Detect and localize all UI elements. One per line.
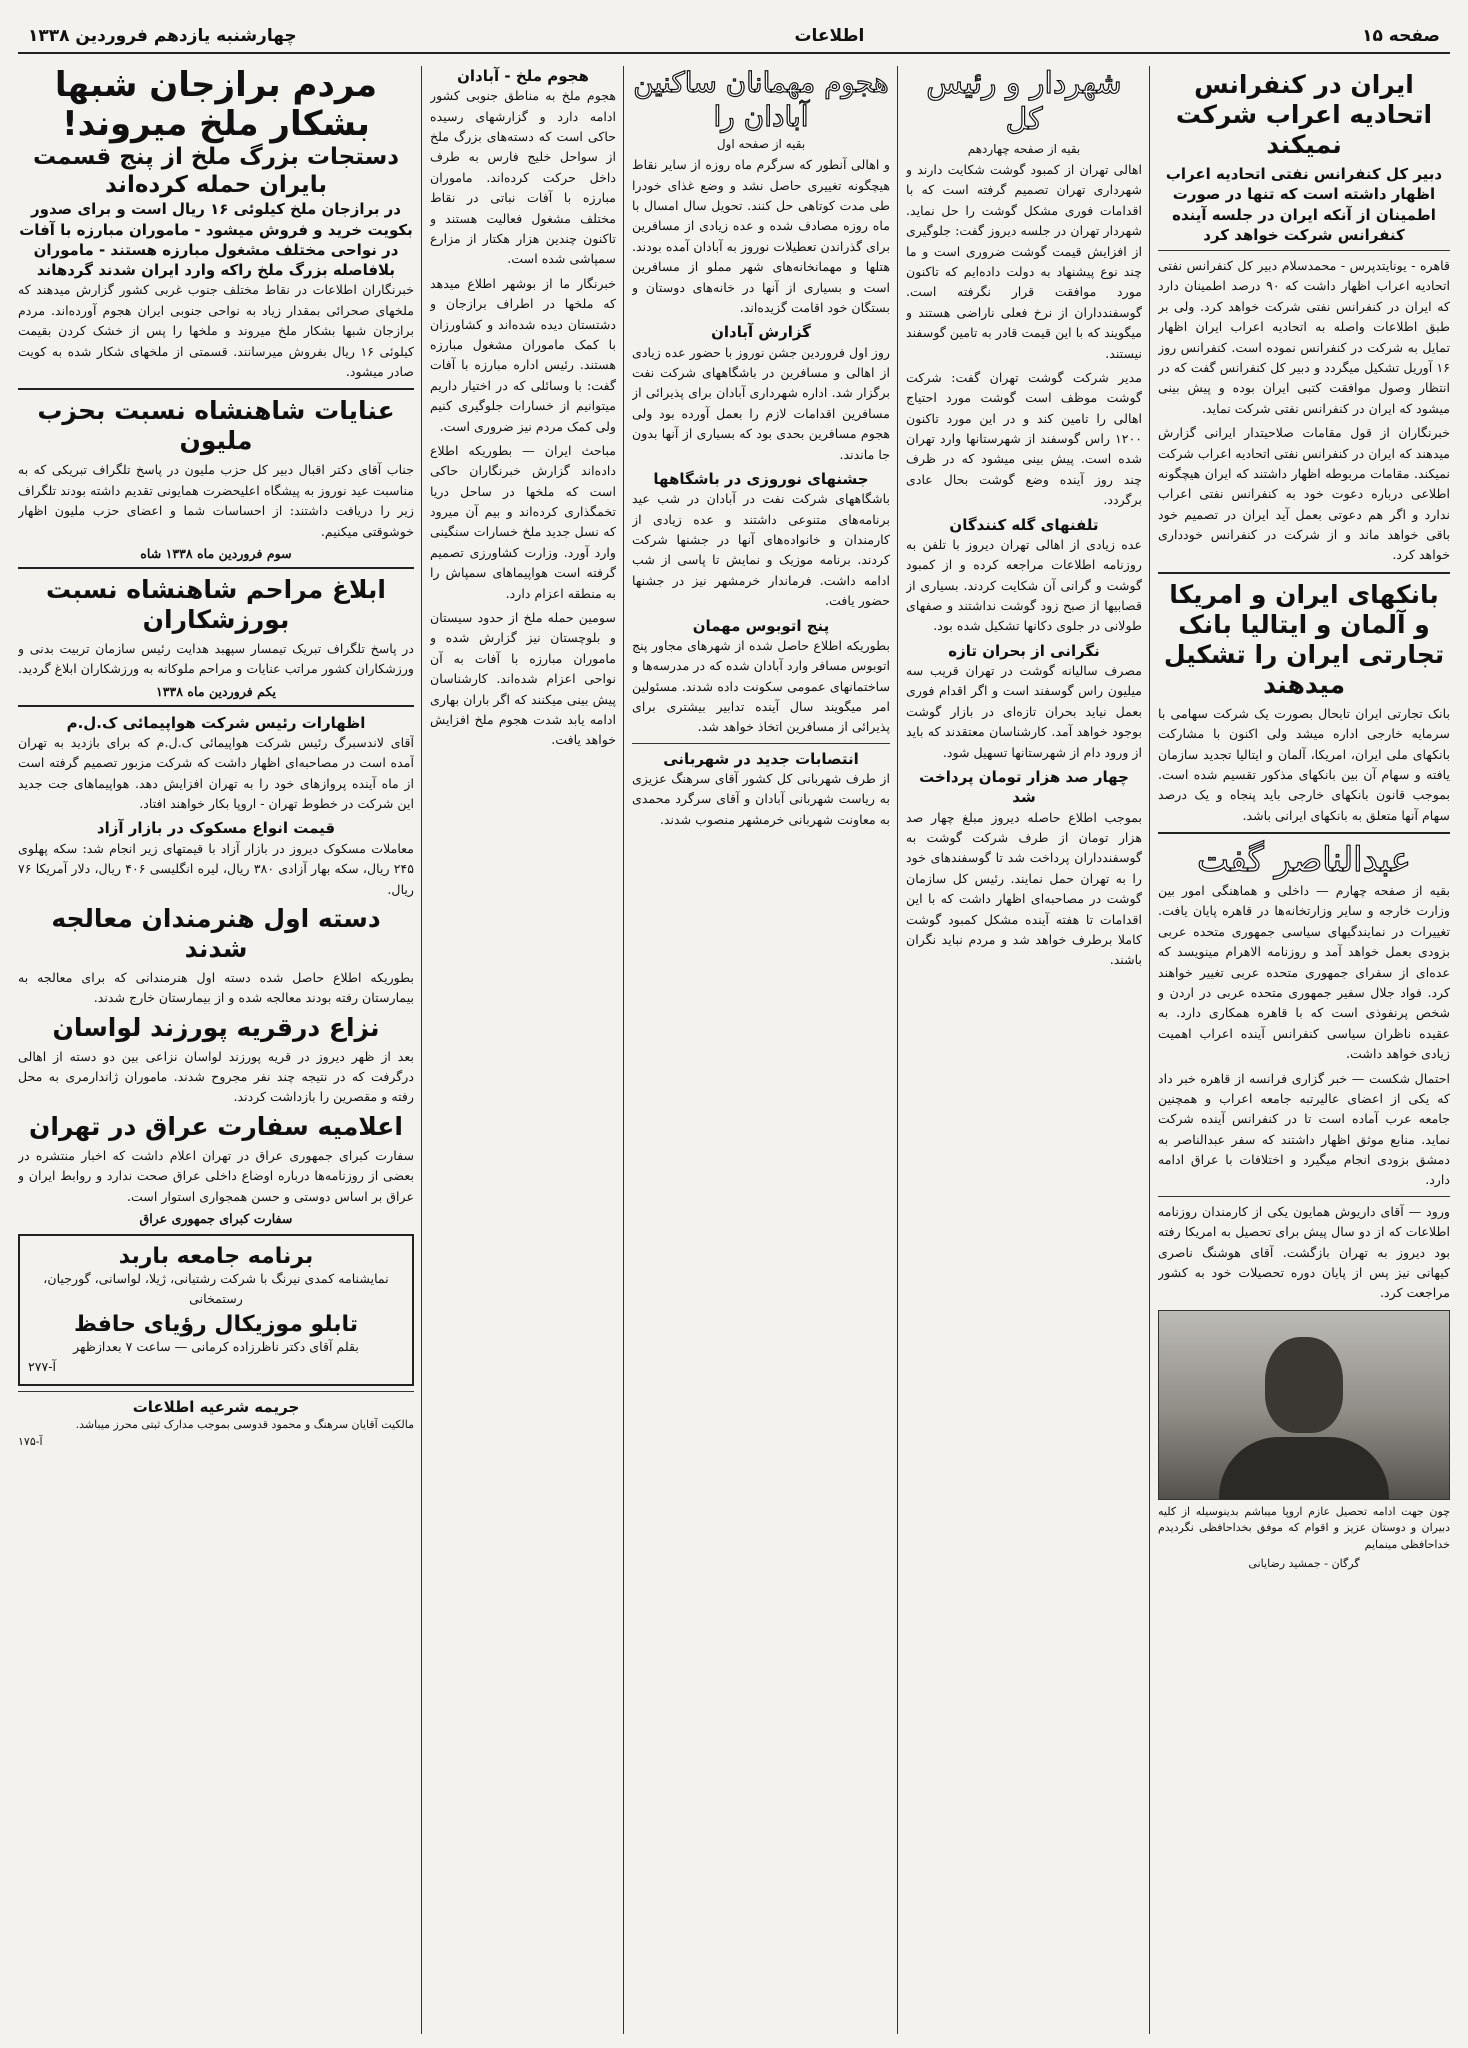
article-body: از طرف شهربانی کل کشور آقای سرهنگ عزیزی به ریاست شهربانی آبادان و آقای سرگرد محمدی به معاونت شهربانی خرمشهر منصوب شدند.	[632, 770, 890, 827]
article-body: بطوریکه اطلاع حاصل شده از شهرهای مجاور پنج اتوبوس مسافر وارد آبادان شده که در مدرسه‌ها و ساختمانهای عمومی سکونت داده شدند. مسئولین امر میگویند سال آینده تدابیر بیشتری برای پذیرائی از مسافرین اتخاذ خواهد شد.	[632, 637, 890, 735]
article-body: بعد از ظهر دیروز در قریه پورزند لواسان نزاعی بین دو دسته از اهالی درگرفت که در نتیجه چند نفر مجروح شدند. ماموران ژاندارمری به محل رفته و مقصرین را بازداشت کردند.	[18, 1048, 414, 1105]
headline-shah-party: عنایات شاهنشاه نسبت بحزب ملیون	[37, 396, 395, 456]
column-5	[18, 66, 414, 2034]
notice-title: جریمه شرعیه اطلاعات	[132, 1398, 300, 1417]
article-body: هجوم ملخ به مناطق جنوبی کشور ادامه دارد و گزارشهای رسیده حاکی است که دسته‌های بزرگ ملخ از سواحل خلیج فارس به طرف داخل حرکت کرده‌اند. ماموران مبارزه با آفات نباتی در نقاط مختلف مشغول فعالیت هستند و تاکنون چندین هزار هکتار از مزارع سمپاشی شده است.	[430, 88, 616, 267]
headline-iraq-embassy: اعلامیه سفارت عراق در تهران	[29, 1111, 403, 1141]
continued-label: بقیه از صفحه اول	[716, 137, 806, 152]
masthead	[18, 14, 1450, 54]
headline-lavasan: نزاع درقریه پورزند لواسان	[52, 1012, 380, 1042]
newspaper-page	[18, 58, 1450, 2034]
signoff: سفارت کبرای جمهوری عراق	[139, 1211, 293, 1227]
section-subhead: گزارش آبادان	[711, 323, 811, 342]
article-body: خبرنگاران از قول مقامات صلاحیتدار ایرانی گزارش میدهند که ایران در کنفرانس نفتی اتحادیه اعراب شرکت نمیکند. مقامات مربوطه اظهار داشتند که ایران هیچگونه اطلاعی درباره دعوت خود به کنفرانس نفتی اعراب ندارد و اگر هم دعوتی بعمل آید ایران در تصمیم خود باقی خواهد ماند و از شرکت در کنفرانس خودداری خواهد کرد.	[1158, 425, 1450, 563]
headline-locusts: مردم برازجان شبها بشکار ملخ میروند!	[54, 66, 378, 145]
article-body: بقیه از صفحه چهارم — داخلی و هماهنگی امور بین وزارت خارجه و سایر وزارتخانه‌ها در قاهره پایان یافت. تغییرات در نمایندگیهای سیاسی جمهوری متحده عربی بزودی بعمل خواهد آمد و روزنامه الاهرام مینویسد که عده‌ای از سفرای جمهوری متحده عربی تغییر خواهند کرد. فواد جلال سفیر جمهوری متحده عربی در اردن و شخص پرنفوذی است که با قاهره همکاری دارد. به عقیده ناظران سیاسی کنفرانس آینده اعراب اهمیت زیادی خواهد داشت.	[1158, 883, 1450, 1062]
portrait-photo	[1158, 1310, 1450, 1500]
notice-text: مالکیت آقایان سرهنگ و محمود قدوسی بموجب مدارک ثبتی محرز میباشد.	[75, 1418, 414, 1432]
section-subhead: چهار صد هزار تومان پرداخت شد	[919, 768, 1129, 807]
article-body: قاهره - یونایتدپرس - محمدسلام دبیر کل کنفرانس نفتی اتحادیه اعراب اظهار داشت که ۹۰ درصد اطمینان دارد که ایران در کنفرانس نفتی شرکت خواهد کرد. ولی بر طبق اطلاعات واصله به اتحادیه اعراب ایران اظهار تمایل به شرکت در کنفرانس نموده است. کنفرانس روز ۱۶ آوریل تشکیل میگردد و دبیر کل کنفرانس گفت که در انتظار وصول موافقت کتبی ایران بوده و پیش بینی میشود که ایران در کنفرانس نفتی شرکت نماید.	[1158, 258, 1450, 416]
article-body: آقای لاندسبرگ رئیس شرکت هواپیمائی ک.ل.م که برای بازدید به تهران آمده است در مصاحبه‌ای اظهار داشت که شرکت مزبور تصمیم گرفته است از ماه آینده پروازهای خود را به تهران افزایش دهد. هواپیماهای جت جدید این شرکت در خطوط تهران - اروپا بکار خواهند افتاد.	[18, 734, 414, 812]
section-subhead: اظهارات رئیس شرکت هواپیمائی ک.ل.م	[66, 713, 366, 732]
subhead-arab-conference: دبیر کل کنفرانس نفتی اتحادیه اعراب اظهار داشته است که تنها در صورت اطمینان از آنکه ایران در جلسه آینده کنفرانس شرکت خواهد کرد	[1165, 165, 1443, 244]
headline-iran-arab-conference: ایران در کنفرانس اتحادیه اعراب شرکت نمیکند	[1175, 70, 1433, 159]
ad-title: تابلو موزیکال رؤیای حافظ	[73, 1312, 359, 1338]
photo-caption: گرگان - جمشید رضایانی	[1248, 1557, 1360, 1571]
article-body: مباحث ایران — بطوریکه اطلاع داده‌اند گزارش خبرنگاران حاکی است که ملخها در ساحل دریا تخمگذاری کرده‌اند و بیم آن میرود که نسل جدید ملخ خسارات سنگینی وارد آورد. وزارت کشاورزی تصمیم گرفته است هواپیماهای سمپاش را به منطقه اعزام دارد.	[430, 442, 616, 601]
signoff: سوم فروردین ماه ۱۳۳۸ شاه	[140, 545, 292, 561]
article-body: ورود — آقای داریوش همایون یکی از کارمندان روزنامه اطلاعات که از دو سال پیش برای تحصیل به امریکا رفته بود دیروز به تهران بازگشت. آقای هوشنگ ناصری کیهانی نیز پس از پایان دوره تحصیلات خود به کشور مراجعت کرد.	[1158, 1203, 1450, 1301]
headline-athletes: ابلاغ مراحم شاهنشاه نسبت بورزشکاران	[46, 574, 386, 634]
column-4	[430, 66, 616, 2034]
article-body: خبرنگار ما از بوشهر اطلاع میدهد که ملخها در اطراف برازجان و دشتستان دیده شده‌اند و کشاورزان با کمک ماموران مشغول مبارزه هستند. رئیس اداره مبارزه با آفات گفت: با وسائلی که در اختیار داریم میتوانیم از خسارات جلوگیری کنیم ولی کمک مردم نیز ضروری است.	[430, 275, 616, 434]
section-subhead: جشنهای نوروزی در باشگاهها	[653, 469, 869, 488]
section-subhead: انتصابات جدید در شهربانی	[663, 749, 859, 768]
kicker-locusts: در برازجان ملخ کیلوئی ۱۶ ریال است و برای صدور بکویت خرید و فروش میشود - ماموران مبارزه با آفات در نواحی مختلف مشغول مبارزه هستند - ماموران بلافاصله بزرگ ملخ راکه وارد ایران شدند گردهاند	[19, 200, 413, 280]
section-subhead: هجوم ملخ - آبادان	[457, 67, 589, 85]
subhead-locusts: دستجات بزرگ ملخ از پنج قسمت بایران حمله کرده‌اند	[32, 144, 400, 198]
headline-banks: بانکهای ایران و امریکا و آلمان و ایتالیا بانک تجارتی ایران را تشکیل میدهند	[1163, 579, 1445, 699]
article-body: سومین حمله ملخ از حدود سیستان و بلوچستان نیز گزارش شده و ماموران مبارزه با آفات به آن نواحی اعزام شده‌اند. کارشناسان پیش بینی میکنند که اگر باران بهاری ادامه یابد شدت هجوم ملخ افزایش خواهد یافت.	[430, 610, 616, 748]
headline-mayor: شهردار و رئیس کل	[926, 66, 1122, 137]
advertisement-box	[18, 1234, 414, 1386]
section-subhead: تلفنهای گله کنندگان	[949, 515, 1099, 534]
article-body: اهالی تهران از کمبود گوشت شکایت دارند و شهرداری تهران تصمیم گرفته است که با اقدامات فوری مشکل گوشت را حل نماید. شهردار تهران در جلسه دیروز گفت: جلوگیری از افزایش قیمت گوشت ضروری است و ما چند نوع پیشنهاد به دولت داده‌ایم که تاکنون مورد موافقت قرار نگرفته است. گوسفندداران از نرخ فعلی ناراضی هستند و میگویند که با این قیمت قادر به تامین گوسفند نیستند.	[906, 162, 1142, 361]
article-body: بطوریکه اطلاع حاصل شده دسته اول هنرمندانی که برای معالجه به بیمارستان رفته بودند معالجه شده و از بیمارستان خارج شدند.	[18, 969, 414, 1006]
article-body: مدیر شرکت گوشت تهران گفت: شرکت گوشت موظف است گوشت مورد احتیاج اهالی را تامین کند و در این مورد تاکنون ۱۲۰۰ راس گوسفند از شهرستانها وارد تهران شده است. پیش بینی میشود که در ظرف چند روز آینده وضع گوشت بحال عادی برگردد.	[906, 369, 1142, 508]
ad-ref: آ-۲۷۷	[28, 1358, 57, 1374]
headline-nasser: عبدالناصر گفت	[1196, 840, 1412, 881]
headline-abadan: هجوم مهمانان ساکنین آبادان را	[633, 66, 889, 133]
article-body: مصرف سالیانه گوشت در تهران قریب سه میلیون راس گوسفند است و اگر اقدام فوری بعمل نیاید بحران تازه‌ای در بازار گوشت بوجود خواهد آمد. کارشناسان معتقدند که باید از ورود دام از شهرستانها تسهیل شود.	[906, 663, 1142, 760]
newspaper-name: اطلاعات	[794, 26, 865, 46]
article-body: احتمال شکست — خبر گزاری فرانسه از قاهره خبر داد که یکی از اعضای عالیرتبه جامعه اعراب و همچنین جامعه عرب آماده است تا در کنفرانس آینده شرکت نماید. منابع موثق اظهار داشتند که سفر عبدالناصر به دمشق بزودی انجام میگیرد و اختلافات با عراق ادامه دارد.	[1158, 1070, 1450, 1188]
article-body: خبرنگاران اطلاعات در نقاط مختلف جنوب غربی کشور گزارش میدهند که ملخهای صحرائی بمقدار زیاد به نواحی جنوبی ایران هجوم آورده‌اند. مردم برازجان شبها بشکار ملخ میروند و ملخها را پس از خشک کردن بقیمت کیلوئی ۱۶ ریال بفروش میرسانند. قسمتی از ملخهای شکار شده به کویت صادر میشود.	[18, 282, 414, 379]
article-body: بموجب اطلاع حاصله دیروز مبلغ چهار صد هزار تومان از طرف شرکت گوشت به گوسفندداران پرداخت شد تا گوسفندهای خود را به تهران حمل نمایند. رئیس کل سازمان گوشت در مصاحبه‌ای اظهار داشت که با این اقدامات تا هفته آینده مشکل کمبود گوشت کاملا برطرف خواهد شد و مردم نباید نگران باشند.	[906, 809, 1142, 968]
article-body: معاملات مسکوک دیروز در بازار آزاد با قیمتهای زیر انجام شد: سکه پهلوی ۲۴۵ ریال، سکه بهار آزادی ۳۸۰ ریال، لیره انگلیسی ۴۰۶ ریال، دلار آمریکا ۷۶ ریال.	[18, 840, 414, 897]
ad-text: نمایشنامه کمدی نیرنگ با شرکت رشتیانی، ژیلا، لواسانی، گورجیان، رستمخانی	[43, 1271, 389, 1306]
section-subhead: نگرانی از بحران تازه	[948, 641, 1100, 660]
photo-notice: چون جهت ادامه تحصیل عازم اروپا میباشم بدینوسیله از کلیه دبیران و دوستان عزیز و اقوام که موفق بخداحافظی نگردیدم خداحافظی مینمایم	[1158, 1504, 1450, 1551]
article-body: باشگاههای شرکت نفت در آبادان در شب عید برنامه‌های متنوعی داشتند و عده زیادی از کارمندان و خانواده‌های آنها در جشنها شرکت کردند. برنامه موزیک و نمایش تا پاسی از شب ادامه داشت. فرماندار خرمشهر نیز در جشنها حضور یافت.	[632, 491, 890, 609]
issue-date: چهارشنبه یازدهم فروردین ۱۳۳۸	[28, 26, 297, 46]
section-subhead: پنج اتوبوس مهمان	[692, 616, 830, 635]
ad-text: بقلم آقای دکتر ناظرزاده کرمانی — ساعت ۷ بعدازظهر	[73, 1339, 359, 1355]
article-body: سفارت کبرای جمهوری عراق در تهران اعلام داشت که اخبار منتشره در بعضی از روزنامه‌ها درباره اوضاع داخلی عراق صحت ندارد و روابط ایران و عراق بر اساس دوستی و حسن همجواری استوار است.	[18, 1147, 414, 1204]
page-number: صفحه ۱۵	[1362, 26, 1440, 46]
article-body: روز اول فروردین جشن نوروز با حضور عده زیادی از اهالی و مسافرین در باشگاههای شرکت نفت برگزار شد. اداره شهرداری آبادان برای پذیرائی از مسافرین اقدامات لازم را بعمل آورده بود ولی هجوم مسافرین بحدی بود که بسیاری از آنها بدون جا ماندند.	[632, 344, 890, 462]
article-body: جناب آقای دکتر اقبال دبیر کل حزب ملیون در پاسخ تلگراف تبریکی که به مناسبت عید نوروز به پیشگاه اعلیحضرت همایونی تقدیم داشته بودند تلگراف زیر را دریافت داشتند: از احساسات شما و اعضای حزب ملیون اظهار خوشوقتی میکنیم.	[18, 462, 414, 539]
column-2	[906, 66, 1142, 2034]
article-body: بانک تجارتی ایران تابحال بصورت یک شرکت سهامی با سرمایه خارجی اداره میشد ولی اکنون با مشارکت بانکهای ملی ایران، امریکا، آلمان و ایتالیا تجدید سازمان یافته و سهام آن بین بانکهای مذکور تقسیم شده است. بموجب قانون بانکهای خارجی باید پنجاه و یک درصد سهام آنها متعلق به بانکهای ایرانی باشد.	[1158, 705, 1450, 823]
article-body: در پاسخ تلگراف تبریک تیمسار سپهبد هدایت رئیس سازمان تربیت بدنی و ورزشکاران کشور مراتب عنایات و مراحم ملوکانه به ورزشکاران ابلاغ گردید.	[18, 640, 414, 677]
column-3	[632, 66, 890, 2034]
section-subhead: قیمت انواع مسکوک در بازار آزاد	[96, 819, 336, 838]
notice-ref: آ-۱۷۵	[18, 1434, 43, 1448]
article-body: و اهالی آنطور که سرگرم ماه روزه از سایر نقاط هیچگونه تغییری حاصل نشد و وضع غذای خودرا طی مدت کوتاهی حل کنند. تحویل سال امسال با ماه روزه مصادف شده و عده زیادی از مسافرین برای گذراندن تعطیلات نوروز به آبادان آمده بودند. هتلها و مهمانخانه‌های شهر مملو از مسافرین است و بسیاری از آنها در خانه‌های دوستان و بستگان خود اقامت گزیده‌اند.	[632, 157, 890, 315]
continued-label: بقیه از صفحه چهاردهم	[967, 142, 1081, 156]
ad-title: برنامه جامعه باربد	[118, 1244, 314, 1270]
column-1	[1158, 66, 1450, 2034]
headline-artists: دسته اول هنرمندان معالجه شدند	[51, 903, 381, 963]
signoff: یکم فروردین ماه ۱۳۳۸	[155, 683, 277, 699]
article-body: عده زیادی از اهالی تهران دیروز با تلفن به روزنامه اطلاعات مراجعه کرده و از کمبود گوشت و گرانی آن شکایت کردند. بسیاری از قصابیها از صبح زود گوشت نداشتند و صفهای طولانی در جلوی دکانها تشکیل شده بود.	[906, 536, 1142, 634]
